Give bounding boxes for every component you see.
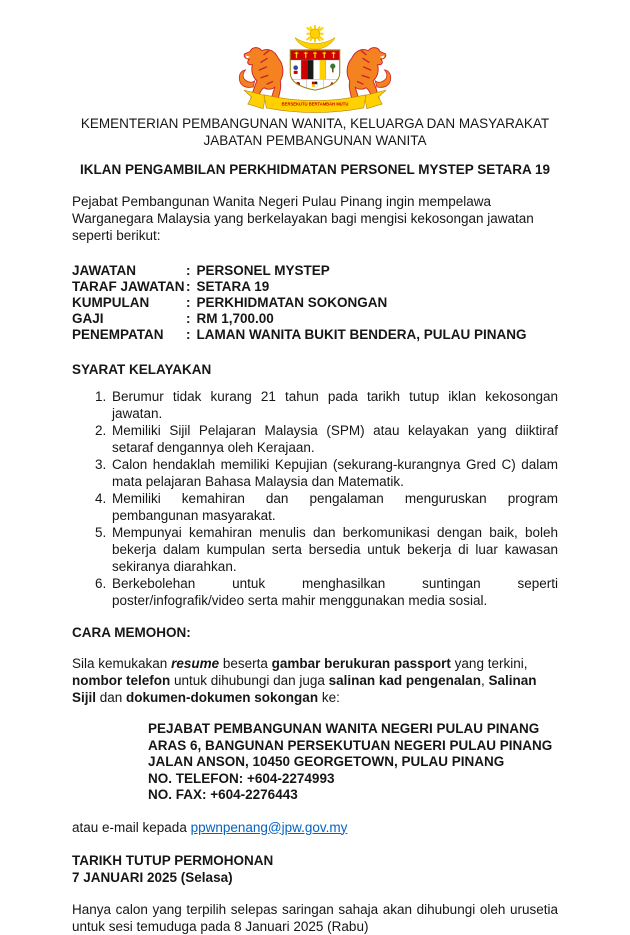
syarat-item: 2. Memiliki Sijil Pelajaran Malaysia (SPM) atau kelayakan yang diiktiraf setaraf dengannya oleh Kerajaan. — [110, 422, 558, 456]
motto-text: BERSEKUTU BERTAMBAH MUTU — [281, 101, 349, 107]
deadline-date: 7 JANUARI 2025 (Selasa) — [72, 869, 233, 885]
federal-star-icon — [307, 26, 322, 41]
address-line: PEJABAT PEMBANGUNAN WANITA NEGERI PULAU PINANG — [148, 721, 540, 736]
apply-segment: beserta — [219, 656, 272, 671]
syarat-item: 1. Berumur tidak kurang 21 tahun pada tarikh tutup iklan kekosongan jawatan. — [110, 388, 558, 422]
deadline-block — [72, 852, 558, 886]
job-detail-label: KUMPULAN — [72, 295, 150, 310]
job-details — [72, 263, 558, 343]
syarat-heading: SYARAT KELAYAKAN — [72, 362, 212, 377]
job-detail-value: LAMAN WANITA BUKIT BENDERA, PULAU PINANG — [196, 327, 527, 342]
job-detail-row — [72, 327, 558, 343]
address-line: NO. FAX: +604-2276443 — [148, 787, 298, 802]
email-line — [72, 819, 558, 836]
job-detail-row — [72, 263, 558, 279]
address-line: JALAN ANSON, 10450 GEORGETOWN, PULAU PINANG — [148, 754, 505, 769]
job-detail-value: SETARA 19 — [196, 279, 270, 294]
apply-segment: resume — [171, 656, 220, 671]
colon-separator: : — [186, 327, 191, 342]
apply-segment: untuk dihubungi dan juga — [170, 673, 329, 688]
apply-segment: Salinan Sijil — [72, 673, 537, 705]
job-detail-value: RM 1,700.00 — [196, 311, 274, 326]
job-detail-label: PENEMPATAN — [72, 327, 164, 342]
job-detail-row — [72, 311, 558, 327]
colon-separator: : — [186, 263, 191, 278]
syarat-item: 6. Berkebolehan untuk menghasilkan suntingan seperti poster/infografik/video serta mahir menggunakan media sosial. — [110, 575, 558, 609]
apply-segment: nombor telefon — [72, 673, 171, 688]
apply-segment: yang terkini, — [450, 656, 528, 671]
apply-paragraph — [72, 655, 558, 706]
syarat-item: 4. Memiliki kemahiran dan pengalaman menguruskan program pembangunan masyarakat. — [110, 490, 558, 524]
apply-segment: gambar berukuran passport — [271, 656, 451, 671]
apply-segment: dan — [96, 690, 127, 705]
apply-segment: dokumen-dokumen sokongan — [126, 690, 319, 705]
colon-separator: : — [186, 295, 191, 310]
cara-memohon-heading: CARA MEMOHON: — [72, 625, 191, 640]
job-detail-value: PERKHIDMATAN SOKONGAN — [196, 295, 388, 310]
apply-segment: , — [480, 673, 489, 688]
email-link[interactable]: ppwnpenang@jpw.gov.my — [190, 819, 348, 835]
intro-paragraph: Pejabat Pembangunan Wanita Negeri Pulau Pinang ingin mempelawa Warganegara Malaysia yang berkelayakan bagi mengisi kekosongan jawatan seperti berikut: — [72, 194, 534, 243]
syarat-item: 3. Calon hendaklah memiliki Kepujian (sekurang-kurangnya Gred C) dalam mata pelajaran Bahasa Malaysia dan Matematik. — [110, 456, 558, 490]
apply-segment: salinan kad pengenalan — [328, 673, 481, 688]
ministry-line: KEMENTERIAN PEMBANGUNAN WANITA, KELUARGA DAN MASYARAKAT — [80, 116, 550, 131]
deadline-heading: TARIKH TUTUP PERMOHONAN — [72, 852, 274, 868]
department-line: JABATAN PEMBANGUNAN WANITA — [203, 133, 427, 148]
apply-segment: ke: — [318, 690, 340, 705]
address-line: NO. TELEFON: +604-2274993 — [148, 770, 335, 786]
malaysia-coat-of-arms — [230, 22, 400, 115]
tiger-left-supporter — [239, 48, 283, 101]
job-detail-label: TARAF JAWATAN — [72, 279, 185, 294]
syarat-list — [72, 388, 558, 609]
job-detail-label: JAWATAN — [72, 263, 136, 278]
closing-note: Hanya calon yang terpilih selepas saringan sahaja akan dihubungi oleh urusetia untuk sesi temuduga pada 8 Januari 2025 (Rabu) — [72, 901, 558, 934]
colon-separator: : — [186, 311, 191, 326]
tiger-right-supporter — [347, 48, 391, 101]
job-detail-row — [72, 279, 558, 295]
colon-separator: : — [186, 279, 191, 294]
motto-ribbon — [244, 90, 386, 112]
email-prefix: atau e-mail kepada — [72, 819, 191, 835]
shield — [290, 48, 339, 90]
address-line: ARAS 6, BANGUNAN PERSEKUTUAN NEGERI PULAU PINANG — [148, 737, 553, 753]
job-detail-label: GAJI — [72, 311, 104, 326]
syarat-item: 5. Mempunyai kemahiran menulis dan berkomunikasi dengan baik, boleh bekerja dalam kumpulan serta bersedia untuk bekerja di luar kawasan sekiranya diarahkan. — [110, 524, 558, 575]
apply-segment: Sila kemukakan — [72, 656, 172, 671]
job-detail-value: PERSONEL MYSTEP — [196, 263, 330, 278]
job-detail-row — [72, 295, 558, 311]
advert-title: IKLAN PENGAMBILAN PERKHIDMATAN PERSONEL MYSTEP SETARA 19 — [79, 162, 551, 177]
address-block — [148, 721, 558, 804]
